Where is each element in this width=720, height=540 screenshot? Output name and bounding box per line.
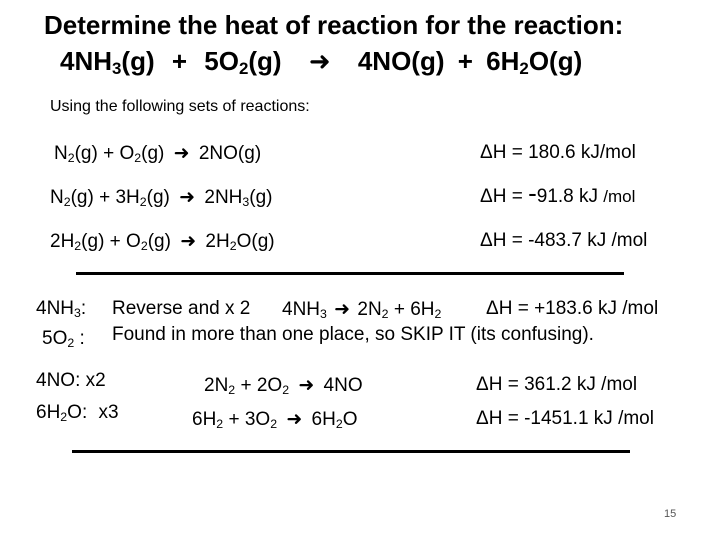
- reaction-2-enthalpy: ΔH = -91.8 kJ /mol: [480, 178, 636, 208]
- step-o2-text: Found in more than one place, so SKIP IT (its confusing).: [112, 324, 594, 345]
- arrow-icon: ➜: [308, 46, 331, 76]
- step-o2-label: $5O_2$ :: [42, 328, 85, 351]
- main-equation: $4NH_3(g) + 5O_2(g)$ ➜ $4NO(g) + 6H_2O(g)$: [60, 46, 583, 79]
- divider-bottom: [72, 450, 630, 453]
- step-h2o-label: $6H_2O$: x3: [36, 402, 119, 425]
- reaction-3-equation: $2H_2(g) + O_2(g)$ ➜ $2H_2O(g)$: [50, 231, 275, 254]
- arrow-icon: ➜: [179, 187, 196, 208]
- reaction-1-enthalpy: ΔH = 180.6 kJ/mol: [480, 142, 636, 163]
- slide-title: Determine the heat of reaction for the reaction:: [44, 10, 624, 40]
- step-h2o-enthalpy: ΔH = -1451.1 kJ /mol: [476, 408, 654, 429]
- divider-top: [76, 272, 624, 275]
- step-nh3-label: $4NH_3$:: [36, 298, 87, 321]
- step-no-equation: $2N_2 + 2O_2$ ➜ 4NO: [204, 375, 363, 398]
- arrow-icon: ➜: [334, 299, 351, 320]
- page-number: 15: [664, 508, 677, 520]
- arrow-icon: ➜: [180, 231, 197, 252]
- reaction-2-equation: $N_2(g) + 3H_2(g)$ ➜ $2NH_3(g)$: [50, 187, 273, 210]
- reaction-3-enthalpy: ΔH = -483.7 kJ /mol: [480, 230, 648, 251]
- subtitle: Using the following sets of reactions:: [50, 98, 310, 115]
- step-nh3-text: Reverse and x 2: [112, 298, 251, 319]
- step-no-label: 4NO: x2: [36, 370, 106, 391]
- step-no-enthalpy: ΔH = 361.2 kJ /mol: [476, 374, 638, 395]
- arrow-icon: ➜: [286, 409, 303, 430]
- step-nh3-enthalpy: ΔH = +183.6 kJ /mol: [486, 298, 659, 319]
- reaction-1-equation: $N_2(g) + O_2(g)$ ➜ 2NO(g): [54, 143, 262, 166]
- arrow-icon: ➜: [173, 143, 190, 164]
- step-h2o-equation: $6H_2 + 3O_2$ ➜ $6H_2O$: [192, 409, 358, 432]
- step-nh3-equation: $4NH_3$ ➜ $2N_2 + 6H_2$: [282, 299, 442, 322]
- arrow-icon: ➜: [298, 375, 315, 396]
